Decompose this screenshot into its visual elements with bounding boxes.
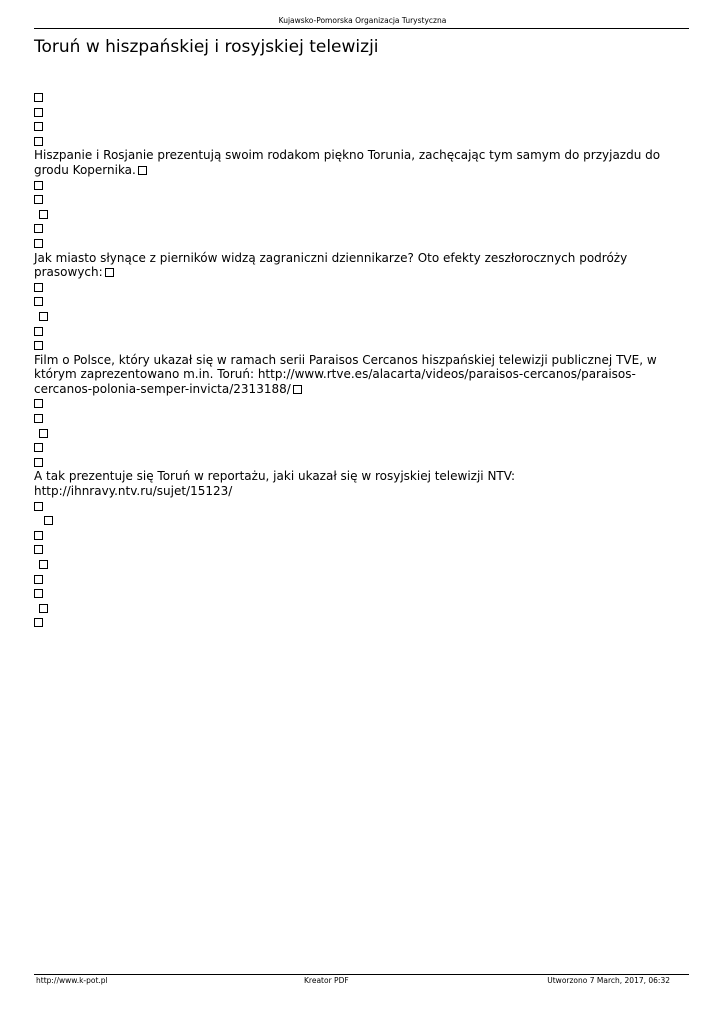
missing-glyph-icon [293, 385, 302, 394]
footer-generator: Kreator PDF [304, 976, 349, 985]
placeholder-glyph-line [34, 324, 682, 339]
missing-glyph-icon [34, 589, 43, 598]
missing-glyph-icon [34, 181, 43, 190]
placeholder-glyph-line [34, 221, 682, 236]
placeholder-glyph-line [34, 105, 682, 120]
header-organization: Kujawsko-Pomorska Organizacja Turystyczna [278, 16, 447, 25]
paragraph-text: Film o Polsce, który ukazał się w ramach serii Paraisos Cercanos hiszpańskiej telewizji publicznej TVE, w którym zaprezentowano m.in. Toruń: http://www.rtve.es/alacarta/videos/paraisos-cercanos/paraisos-cercanos-polonia-semper-invicta/2313188/ [34, 352, 657, 396]
missing-glyph-icon [105, 268, 114, 277]
placeholder-glyph-line [34, 513, 682, 528]
placeholder-glyph-line [34, 294, 682, 309]
missing-glyph-icon [34, 399, 43, 408]
paragraph-tve-film [34, 353, 682, 397]
placeholder-glyph-line [34, 557, 682, 572]
missing-glyph-icon [39, 560, 48, 569]
placeholder-glyph-line [34, 178, 682, 193]
missing-glyph-icon [34, 341, 43, 350]
missing-glyph-icon [34, 195, 43, 204]
header-divider [34, 28, 689, 29]
placeholder-glyph-line [34, 338, 682, 353]
missing-glyph-icon [34, 458, 43, 467]
missing-glyph-icon [44, 516, 53, 525]
missing-glyph-icon [34, 531, 43, 540]
missing-glyph-icon [34, 502, 43, 511]
article-body [34, 90, 682, 630]
placeholder-glyph-line [34, 455, 682, 470]
paragraph-intro [34, 148, 682, 177]
missing-glyph-icon [34, 297, 43, 306]
placeholder-glyph-line [34, 207, 682, 222]
missing-glyph-icon [34, 443, 43, 452]
missing-glyph-icon [34, 414, 43, 423]
missing-glyph-icon [34, 239, 43, 248]
placeholder-glyph-line [34, 528, 682, 543]
placeholder-glyph-line [34, 119, 682, 134]
page-title: Toruń w hiszpańskiej i rosyjskiej telewizji [34, 37, 379, 57]
missing-glyph-icon [34, 108, 43, 117]
placeholder-glyph-line [34, 90, 682, 105]
missing-glyph-icon [34, 618, 43, 627]
placeholder-glyph-line [34, 411, 682, 426]
missing-glyph-icon [34, 93, 43, 102]
paragraph-text: A tak prezentuje się Toruń w reportażu, jaki ukazał się w rosyjskiej telewizji NTV: http://ihnravy.ntv.ru/sujet/15123/ [34, 469, 516, 499]
missing-glyph-icon [34, 224, 43, 233]
missing-glyph-icon [39, 604, 48, 613]
placeholder-glyph-line [34, 499, 682, 514]
paragraph-text: Jak miasto słynące z pierników widzą zagraniczni dziennikarze? Oto efekty zeszłorocznych podróży prasowych: [34, 250, 628, 280]
missing-glyph-icon [138, 166, 147, 175]
missing-glyph-icon [34, 327, 43, 336]
paragraph-ntv-report [34, 469, 682, 498]
missing-glyph-icon [39, 312, 48, 321]
missing-glyph-icon [39, 210, 48, 219]
placeholder-glyph-line [34, 236, 682, 251]
missing-glyph-icon [34, 545, 43, 554]
paragraph-question [34, 251, 682, 280]
paragraph-text: Hiszpanie i Rosjanie prezentują swoim rodakom piękno Torunia, zachęcając tym samym do przyjazdu do grodu Kopernika. [34, 148, 661, 177]
placeholder-glyph-line [34, 134, 682, 149]
footer-created-date: Utworzono 7 March, 2017, 06:32 [547, 976, 670, 985]
placeholder-glyph-line [34, 542, 682, 557]
placeholder-glyph-line [34, 601, 682, 616]
footer-divider [34, 974, 689, 975]
placeholder-glyph-line [34, 572, 682, 587]
placeholder-glyph-line [34, 396, 682, 411]
placeholder-glyph-line [34, 440, 682, 455]
missing-glyph-icon [34, 137, 43, 146]
placeholder-glyph-line [34, 192, 682, 207]
missing-glyph-icon [39, 429, 48, 438]
missing-glyph-icon [34, 575, 43, 584]
footer-site-url: http://www.k-pot.pl [36, 976, 108, 985]
placeholder-glyph-line [34, 426, 682, 441]
missing-glyph-icon [34, 283, 43, 292]
placeholder-glyph-line [34, 615, 682, 630]
placeholder-glyph-line [34, 586, 682, 601]
placeholder-glyph-line [34, 309, 682, 324]
placeholder-glyph-line [34, 280, 682, 295]
missing-glyph-icon [34, 122, 43, 131]
